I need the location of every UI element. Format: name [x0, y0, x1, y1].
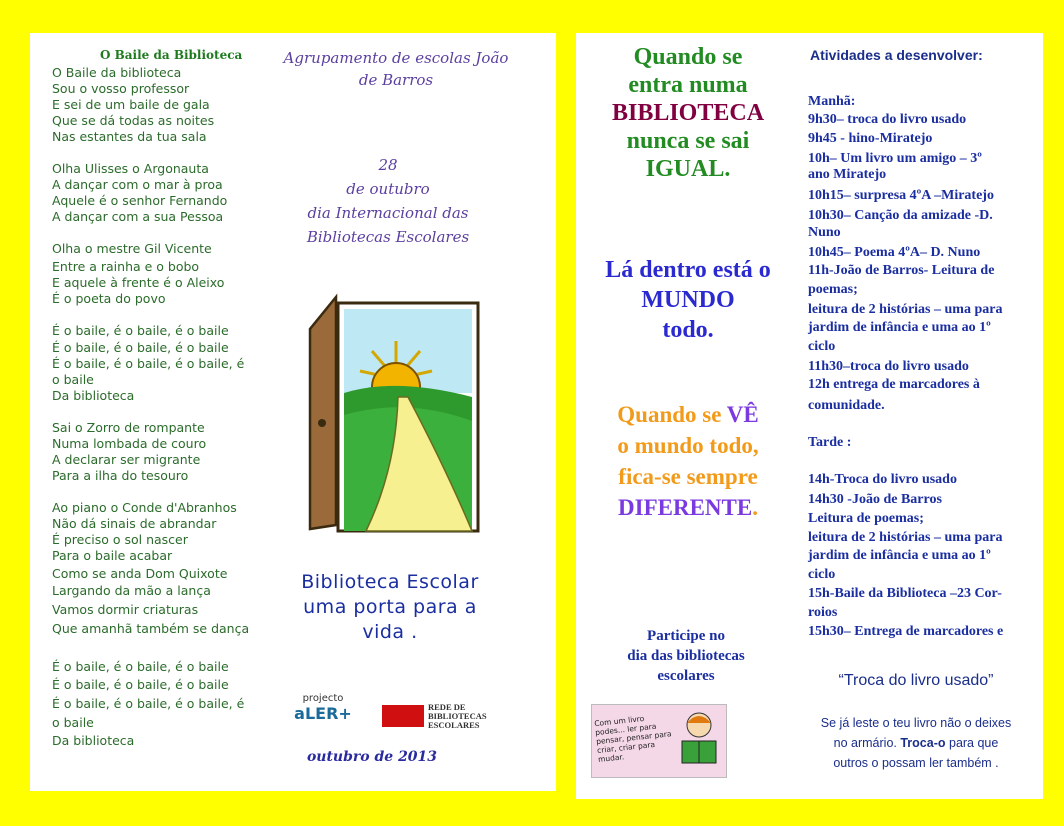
poem-line: Não dá sinais de abrandar	[52, 516, 217, 531]
quote1-line-2: entra numa	[628, 72, 748, 98]
participate-line-3: escolares	[657, 668, 715, 684]
poem-line: É o baile, é o baile, é o baile, é	[52, 356, 245, 371]
poem-line: Largando da mão a lança	[52, 583, 211, 598]
poem-line: Olha o mestre Gil Vicente	[52, 241, 212, 256]
poem-line: E sei de um baile de gala	[52, 97, 210, 112]
quote3-diferente: DIFERENTE	[618, 495, 753, 520]
quote2-line-2: MUNDO	[641, 287, 735, 313]
poem-line: Vamos dormir criaturas	[52, 602, 199, 617]
activity-line: ciclo	[808, 567, 836, 582]
poem-line: É o baile, é o baile, é o baile	[52, 340, 229, 355]
quote-mundo	[586, 255, 790, 345]
activity-line: 15h30– Entrega de marcadores e	[808, 624, 1004, 639]
poem-line: Numa lombada de couro	[52, 436, 207, 451]
activity-line: 12h entrega de marcadores à	[808, 377, 980, 392]
activity-line: roios	[808, 605, 838, 620]
activity-line: jardim de infância e uma ao 1º	[808, 320, 991, 335]
quote3-line-2: o mundo todo,	[617, 433, 759, 458]
activity-line: 10h– Um livro um amigo – 3º	[808, 151, 982, 166]
participate-line-2: dia das bibliotecas	[627, 648, 745, 664]
poem-line: É o baile, é o baile, é o baile	[52, 323, 229, 338]
participate-line-1: Participe no	[647, 628, 725, 644]
left-panel	[30, 33, 556, 791]
troca-line-2	[804, 733, 1028, 753]
poem-line: Da biblioteca	[52, 388, 135, 403]
poem-line: O Baile da biblioteca	[52, 65, 182, 80]
poem-line: É o baile, é o baile, é o baile, é	[52, 696, 245, 711]
rede-line-2: BIBLIOTECAS	[428, 711, 487, 721]
rede-line-3: ESCOLARES	[428, 720, 480, 730]
poem-line: Sou o vosso professor	[52, 81, 190, 96]
quote1-line-5: IGUAL.	[645, 156, 731, 182]
activity-line: 11h-João de Barros- Leitura de	[808, 263, 995, 278]
poem-line: Que se dá todas as noites	[52, 113, 215, 128]
poem-line: Para o baile acabar	[52, 548, 173, 563]
quote1-line-4: nunca se sai	[626, 128, 750, 154]
quote3-line-4	[586, 492, 790, 523]
quote-biblioteca	[590, 43, 786, 183]
troca-line-2b: para que	[945, 736, 999, 750]
troca-line-2a: no armário.	[833, 736, 901, 750]
activity-line: 14h-Troca do livro usado	[808, 472, 957, 487]
date-line-3: dia Internacional das	[307, 204, 469, 222]
quote2-line-3: todo.	[662, 317, 714, 343]
slogan	[282, 570, 498, 645]
rede-bibliotecas-logo	[382, 701, 522, 735]
activity-line: 15h-Baile da Biblioteca –23 Cor-	[808, 586, 1002, 601]
troca-bold: Troca-o	[900, 736, 946, 750]
open-door-illustration	[296, 289, 490, 537]
poem-line: Como se anda Dom Quixote	[52, 566, 228, 581]
poem-line: Entre a rainha e o bobo	[52, 259, 200, 274]
activity-line: 9h30– troca do livro usado	[808, 112, 967, 127]
poem-line: Ao piano o Conde d'Abranhos	[52, 500, 237, 515]
poem-line: Para a ilha do tesouro	[52, 468, 189, 483]
date-block	[266, 153, 510, 249]
activity-line: leitura de 2 histórias – uma para	[808, 302, 1003, 317]
activity-line: jardim de infância e uma ao 1º	[808, 548, 991, 563]
poem-line: o baile	[52, 715, 94, 730]
cartoon-caption: Com um livro podes... ler para pensar, pensar para criar, criar para mudar.	[593, 713, 672, 764]
aler-logo	[292, 693, 354, 733]
quote-diferente	[586, 399, 790, 523]
footer-date: outubro de 2013	[306, 749, 438, 765]
activity-line: Manhã:	[808, 94, 856, 109]
activity-line: leitura de 2 histórias – uma para	[808, 530, 1003, 545]
rbe-mark-icon	[382, 705, 424, 727]
troca-title: “Troca do livro usado”	[838, 672, 994, 689]
activity-line: 10h30– Canção da amizade -D.	[808, 208, 993, 223]
poem-line: É o baile, é o baile, é o baile	[52, 659, 229, 674]
poem-line: Olha Ulisses o Argonauta	[52, 161, 209, 176]
activity-line: Leitura de poemas;	[808, 511, 924, 526]
activity-line: ano Miratejo	[808, 167, 887, 182]
quote1-line-3: BIBLIOTECA	[611, 100, 765, 126]
poem-line: Aquele é o senhor Fernando	[52, 193, 228, 208]
activity-line: 9h45 - hino-Miratejo	[808, 131, 933, 146]
activity-line: 10h15– surpresa 4ºA –Miratejo	[808, 188, 994, 203]
poem-line: o baile	[52, 372, 94, 387]
quote3-line-1a: Quando se	[617, 402, 727, 427]
activity-line: ciclo	[808, 339, 836, 354]
poem-line: Da biblioteca	[52, 733, 135, 748]
quote3-line-3: fica-se sempre	[618, 464, 758, 489]
rede-bibliotecas-text	[428, 703, 487, 730]
activity-line: 11h30–troca do livro usado	[808, 359, 969, 374]
poem-line: A dançar com a sua Pessoa	[52, 209, 224, 224]
poem-line: A dançar com o mar à proa	[52, 177, 223, 192]
poem-line: É o baile, é o baile, é o baile	[52, 677, 229, 692]
activity-line: comunidade.	[808, 398, 885, 413]
quote3-period: .	[752, 495, 758, 520]
aler-logo-text: aLER+	[294, 704, 352, 723]
right-panel	[576, 33, 1043, 799]
date-line-1: 28	[378, 156, 398, 174]
poem-line: É preciso o sol nascer	[52, 532, 188, 547]
poem-line: Sai o Zorro de rompante	[52, 420, 205, 435]
poem-line: É o poeta do povo	[52, 291, 166, 306]
poem-line: A declarar ser migrante	[52, 452, 201, 467]
date-line-2: de outubro	[346, 180, 430, 198]
slogan-line-1: Biblioteca Escolar	[301, 571, 479, 593]
troca-line-3: outros o possam ler também .	[833, 756, 999, 770]
participate-text	[586, 626, 786, 686]
troca-line-1: Se já leste o teu livro não o deixes	[820, 716, 1012, 730]
poem-title: O Baile da Biblioteca	[100, 48, 243, 62]
quote1-line-1: Quando se	[633, 44, 743, 70]
slogan-line-2: uma porta para a	[303, 596, 477, 618]
quote2-line-1: Lá dentro está o	[605, 257, 771, 283]
activity-line: 10h45– Poema 4ºA– D. Nuno	[808, 245, 981, 260]
poem-line: Que amanhã também se dança	[52, 621, 250, 636]
activity-line: Nuno	[808, 225, 841, 240]
school-name	[266, 47, 526, 91]
quote3-ve: VÊ	[726, 402, 759, 427]
troca-description	[804, 713, 1028, 773]
rede-line-1: REDE DE	[428, 702, 466, 712]
poem-line: E aquele à frente é o Aleixo	[52, 275, 225, 290]
activity-line: 14h30 -João de Barros	[808, 492, 942, 507]
date-line-4: Bibliotecas Escolares	[306, 228, 470, 246]
quote3-line-1	[586, 399, 790, 430]
poem-line: Nas estantes da tua sala	[52, 129, 207, 144]
school-line-1: Agrupamento de escolas João	[283, 49, 509, 67]
activities-title: Atividades a desenvolver:	[810, 47, 983, 63]
child-reading-icon	[676, 709, 722, 773]
activity-line: Tarde :	[808, 435, 852, 450]
activity-line: poemas;	[808, 282, 858, 297]
aler-logo-small-text: projecto	[302, 693, 344, 704]
slogan-line-3: vida .	[362, 621, 418, 643]
cartoon-reader-illustration	[591, 704, 727, 778]
school-line-2: de Barros	[358, 71, 434, 89]
